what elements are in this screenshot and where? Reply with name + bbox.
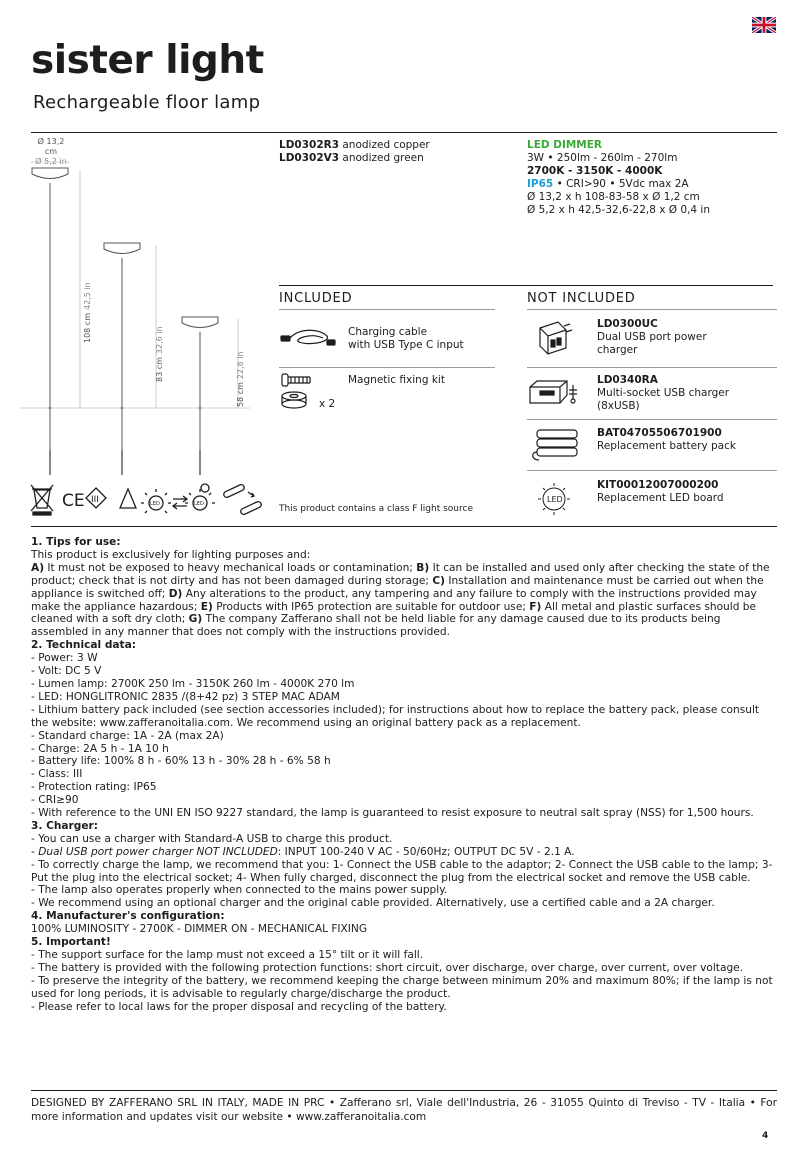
section-4-heading: 4. Manufacturer's configuration: xyxy=(31,910,225,923)
diameter-label: Ø 13,2 cm Ø 5,2 in xyxy=(35,137,67,166)
triangle-warning-icon xyxy=(120,489,136,508)
top-divider xyxy=(31,132,777,133)
usb-cable-icon xyxy=(279,324,339,354)
light-source-class-note: This product contains a class F light source xyxy=(279,504,473,514)
section-5-heading: 5. Important! xyxy=(31,936,111,949)
weee-bin-icon xyxy=(31,485,53,515)
certification-icons xyxy=(28,480,273,520)
footer-divider xyxy=(31,1090,777,1091)
footer-text: DESIGNED BY ZAFFERANO SRL IN ITALY, MADE IN PRC • Zafferano srl, Viale dell'Industria, 26 - 31055 Quinto di Treviso - TV - Italia • For more information and updates visit our website • www.zafferanoitalia.com xyxy=(31,1097,777,1123)
led-text-1: LED xyxy=(150,501,160,507)
spec-power: 3W • 250lm - 260lm - 270lm xyxy=(527,152,678,164)
section-divider xyxy=(279,285,773,286)
usb-power-charger-icon xyxy=(534,318,578,356)
charging-cable-text: Charging cable with USB Type C input xyxy=(348,326,464,351)
magnetic-kit-icon xyxy=(279,372,319,416)
model-copper: LD0302R3 anodized copper xyxy=(279,139,430,151)
section-2-heading: 2. Technical data: xyxy=(31,639,137,652)
not-included-heading: NOT INCLUDED xyxy=(527,291,636,306)
battery-pack-text: BAT04705506701900 Replacement battery pack xyxy=(597,427,736,452)
spec-led-type: LED DIMMER xyxy=(527,139,603,151)
not-included-divider-2 xyxy=(527,419,777,420)
included-underline xyxy=(279,309,495,310)
charger-ld0340ra-text: LD0340RA Multi-socket USB charger (8xUSB) xyxy=(597,374,730,412)
multi-socket-charger-icon xyxy=(527,377,585,407)
section-1-heading: 1. Tips for use: xyxy=(31,536,121,548)
not-included-underline xyxy=(527,309,777,310)
section-3-heading: 3. Charger: xyxy=(31,819,99,832)
battery-pack-icon xyxy=(529,426,581,462)
spec-list xyxy=(527,139,710,217)
product-subtitle: Rechargeable floor lamp xyxy=(33,92,261,113)
section-1-tips: A) It must not be exposed to heavy mechanical loads or contamination; B) It can be installed and used only after checking the state of the product; check that is not dirty and has not been damaged during storage; C) Installation and maintenance must be carried out when the appliance is switched off; D) Any alterations to the product, any tampering and any failure to comply with the instructions provided may make the appliance hazardous; E) Products with IP65 protection are suitable for outdoor use; F) All metal and plastic surfaces should be cleaned with a soft dry cloth; G) The company Zafferano shall not be held liable for any damage caused due to its products being assembled in any manner that does not comply with the instructions provided. xyxy=(31,561,770,639)
included-row-divider xyxy=(279,367,495,368)
included-heading: INCLUDED xyxy=(279,291,353,306)
led-board-text: KIT00012007000200 Replacement LED board xyxy=(597,479,724,504)
spec-ip: IP65 • CRI>90 • 5Vdc max 2A xyxy=(527,178,689,190)
instructions-body: 1. Tips for use: This product is exclusively for lighting purposes and: A) It must not be exposed to heavy mechanical loads or contamination; B) It can be installed and used only after checking the state of the product; check that is not dirty and has not been damaged during storage; C) Installation and maintenance must be carried out when the appliance is switched off; D) Any alterations to the product, any tampering and any failure to comply with the instructions provided may make the appliance hazardous; E) Products with IP65 protection are suitable for outdoor use; F) All metal and plastic surfaces should be cleaned with a soft dry cloth; G) The company Zafferano shall not be held liable for any damage caused due to its products being assembled in any manner that does not comply with the instructions provided. 2. Technical data: - Power: 3 W - Volt: DC 5 V - Lumen lamp: 2700K 250 lm - 3150K 260 lm - 4000K 270 lm - LED: HONGLITRONIC 2835 /(8+42 pz) 3 STEP MAC ADAM - Lithium battery pack included (see section accessories included); for instructions about how to replace the battery pack, please consult the website: www.zafferanoitalia.com. We recommend using an original battery pack as a replacement. - Standard charge: 1A - 2A (max 2A) - Charge: 2A 5 h - 1A 10 h - Battery life: 100% 8 h - 60% 13 h - 30% 28 h - 6% 58 h - Class: III - Protection rating: IP65 - CRI≥90 - With reference to the UNI EN ISO 9227 standard, the lamp is guaranteed to resist exposure to neutral salt spray (NSS) for 1,500 hours. 3. Charger: - You can use a charger with Standard-A USB to charge this product. - Dual USB port power charger NOT INCLUDED: INPUT 100-240 V AC - 50/60Hz; OUTPUT DC 5V - 2.1 A. - To correctly charge the lamp, we recommend that you: 1- Connect the USB cable to the adaptor; 2- Connect the USB cable to the lamp; 3- Put the plug into the electrical socket; 4- When fully charged, disconnect the plug from the electrical socket and remove the USB cable. - The lamp also operates properly when connected to the mains power supply. - We recommend using an optional charger and the original cable provided. Alternatively, use a certified cable and a 2A charger. 4. Manufacturer's configuration: 100% LUMINOSITY - 2700K - DIMMER ON - MECHANICAL FIXING 5. Important! - The support surface for the lamp must not exceed a 15° tilt or it will fall. - The battery is provided with the following protection functions: short circuit, over discharge, over charge, over current, over voltage. - To preserve the integrity of the battery, we recommend keeping the charge between minimum 20% and maximum 80%; if the lamp is not used for long periods, it is advisable to regularly charge/discharge the product. - Please refer to local laws for the proper disposal and recycling of the battery. xyxy=(31,536,777,1014)
ce-mark: CE xyxy=(62,491,85,511)
height-108-label: 108 cm42,5 in xyxy=(83,282,92,343)
led-board-icon xyxy=(534,479,574,519)
page-number: 4 xyxy=(762,1131,769,1141)
uk-flag-icon xyxy=(752,17,776,33)
class-iii-text: III xyxy=(91,495,99,505)
led-text-2: LED xyxy=(194,501,204,507)
spec-size-in: Ø 5,2 x h 42,5-32,6-22,8 x Ø 0,4 in xyxy=(527,204,710,216)
model-list xyxy=(279,139,430,165)
lamp-dimension-drawing xyxy=(20,150,270,485)
product-title: sister light xyxy=(31,38,264,83)
not-included-divider-1 xyxy=(527,367,777,368)
not-included-divider-3 xyxy=(527,470,777,471)
spec-size-cm: Ø 13,2 x h 108-83-58 x Ø 1,2 cm xyxy=(527,191,700,203)
spec-cct: 2700K - 3150K - 4000K xyxy=(527,165,663,177)
magnetic-kit-qty: x 2 xyxy=(319,398,336,410)
magnetic-kit-text: Magnetic fixing kit xyxy=(348,374,445,386)
charger-ld0300uc-text: LD0300UC Dual USB port power charger xyxy=(597,318,707,356)
battery-replace-icon xyxy=(223,484,262,516)
height-83-label: 83 cm32,6 in xyxy=(155,326,164,382)
height-58-label: 58 cm22,8 in xyxy=(236,351,245,407)
svg-text:LED: LED xyxy=(547,495,563,504)
exchange-arrows-icon xyxy=(173,496,187,509)
mid-divider xyxy=(31,526,777,527)
model-green: LD0302V3 anodized green xyxy=(279,152,424,164)
